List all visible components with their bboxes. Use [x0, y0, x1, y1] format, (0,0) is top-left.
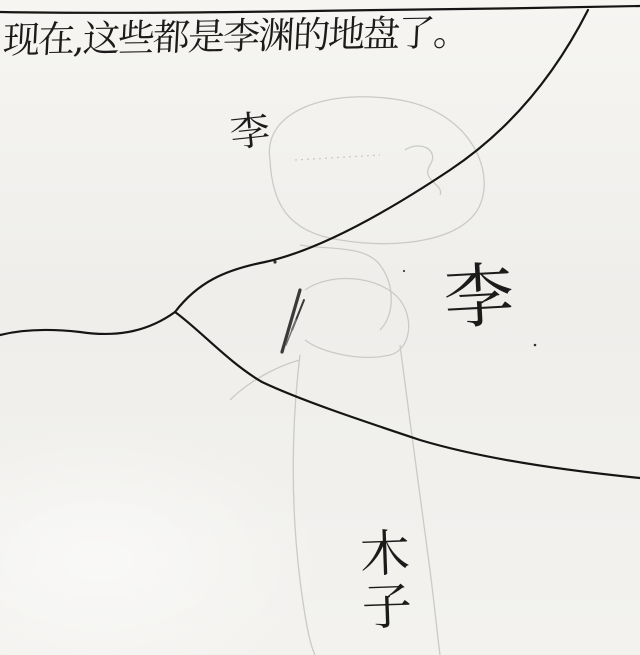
border-lines [0, 6, 640, 478]
smudge-1 [282, 290, 300, 352]
top-rule-line [0, 6, 640, 13]
faint-face-shape [305, 279, 409, 358]
faint-dotted [295, 155, 380, 160]
dot-3 [403, 270, 405, 272]
faint-neck-shape [300, 245, 391, 330]
faint-head-shape [269, 97, 484, 244]
region-label-right: 李 [441, 254, 517, 340]
title-handwriting: 现在,这些都是李渊的地盘了。 [1, 10, 470, 62]
dot-2 [534, 344, 537, 347]
region-label-top: 李 [227, 107, 273, 157]
region-label-bottom: 木子 [359, 524, 413, 637]
